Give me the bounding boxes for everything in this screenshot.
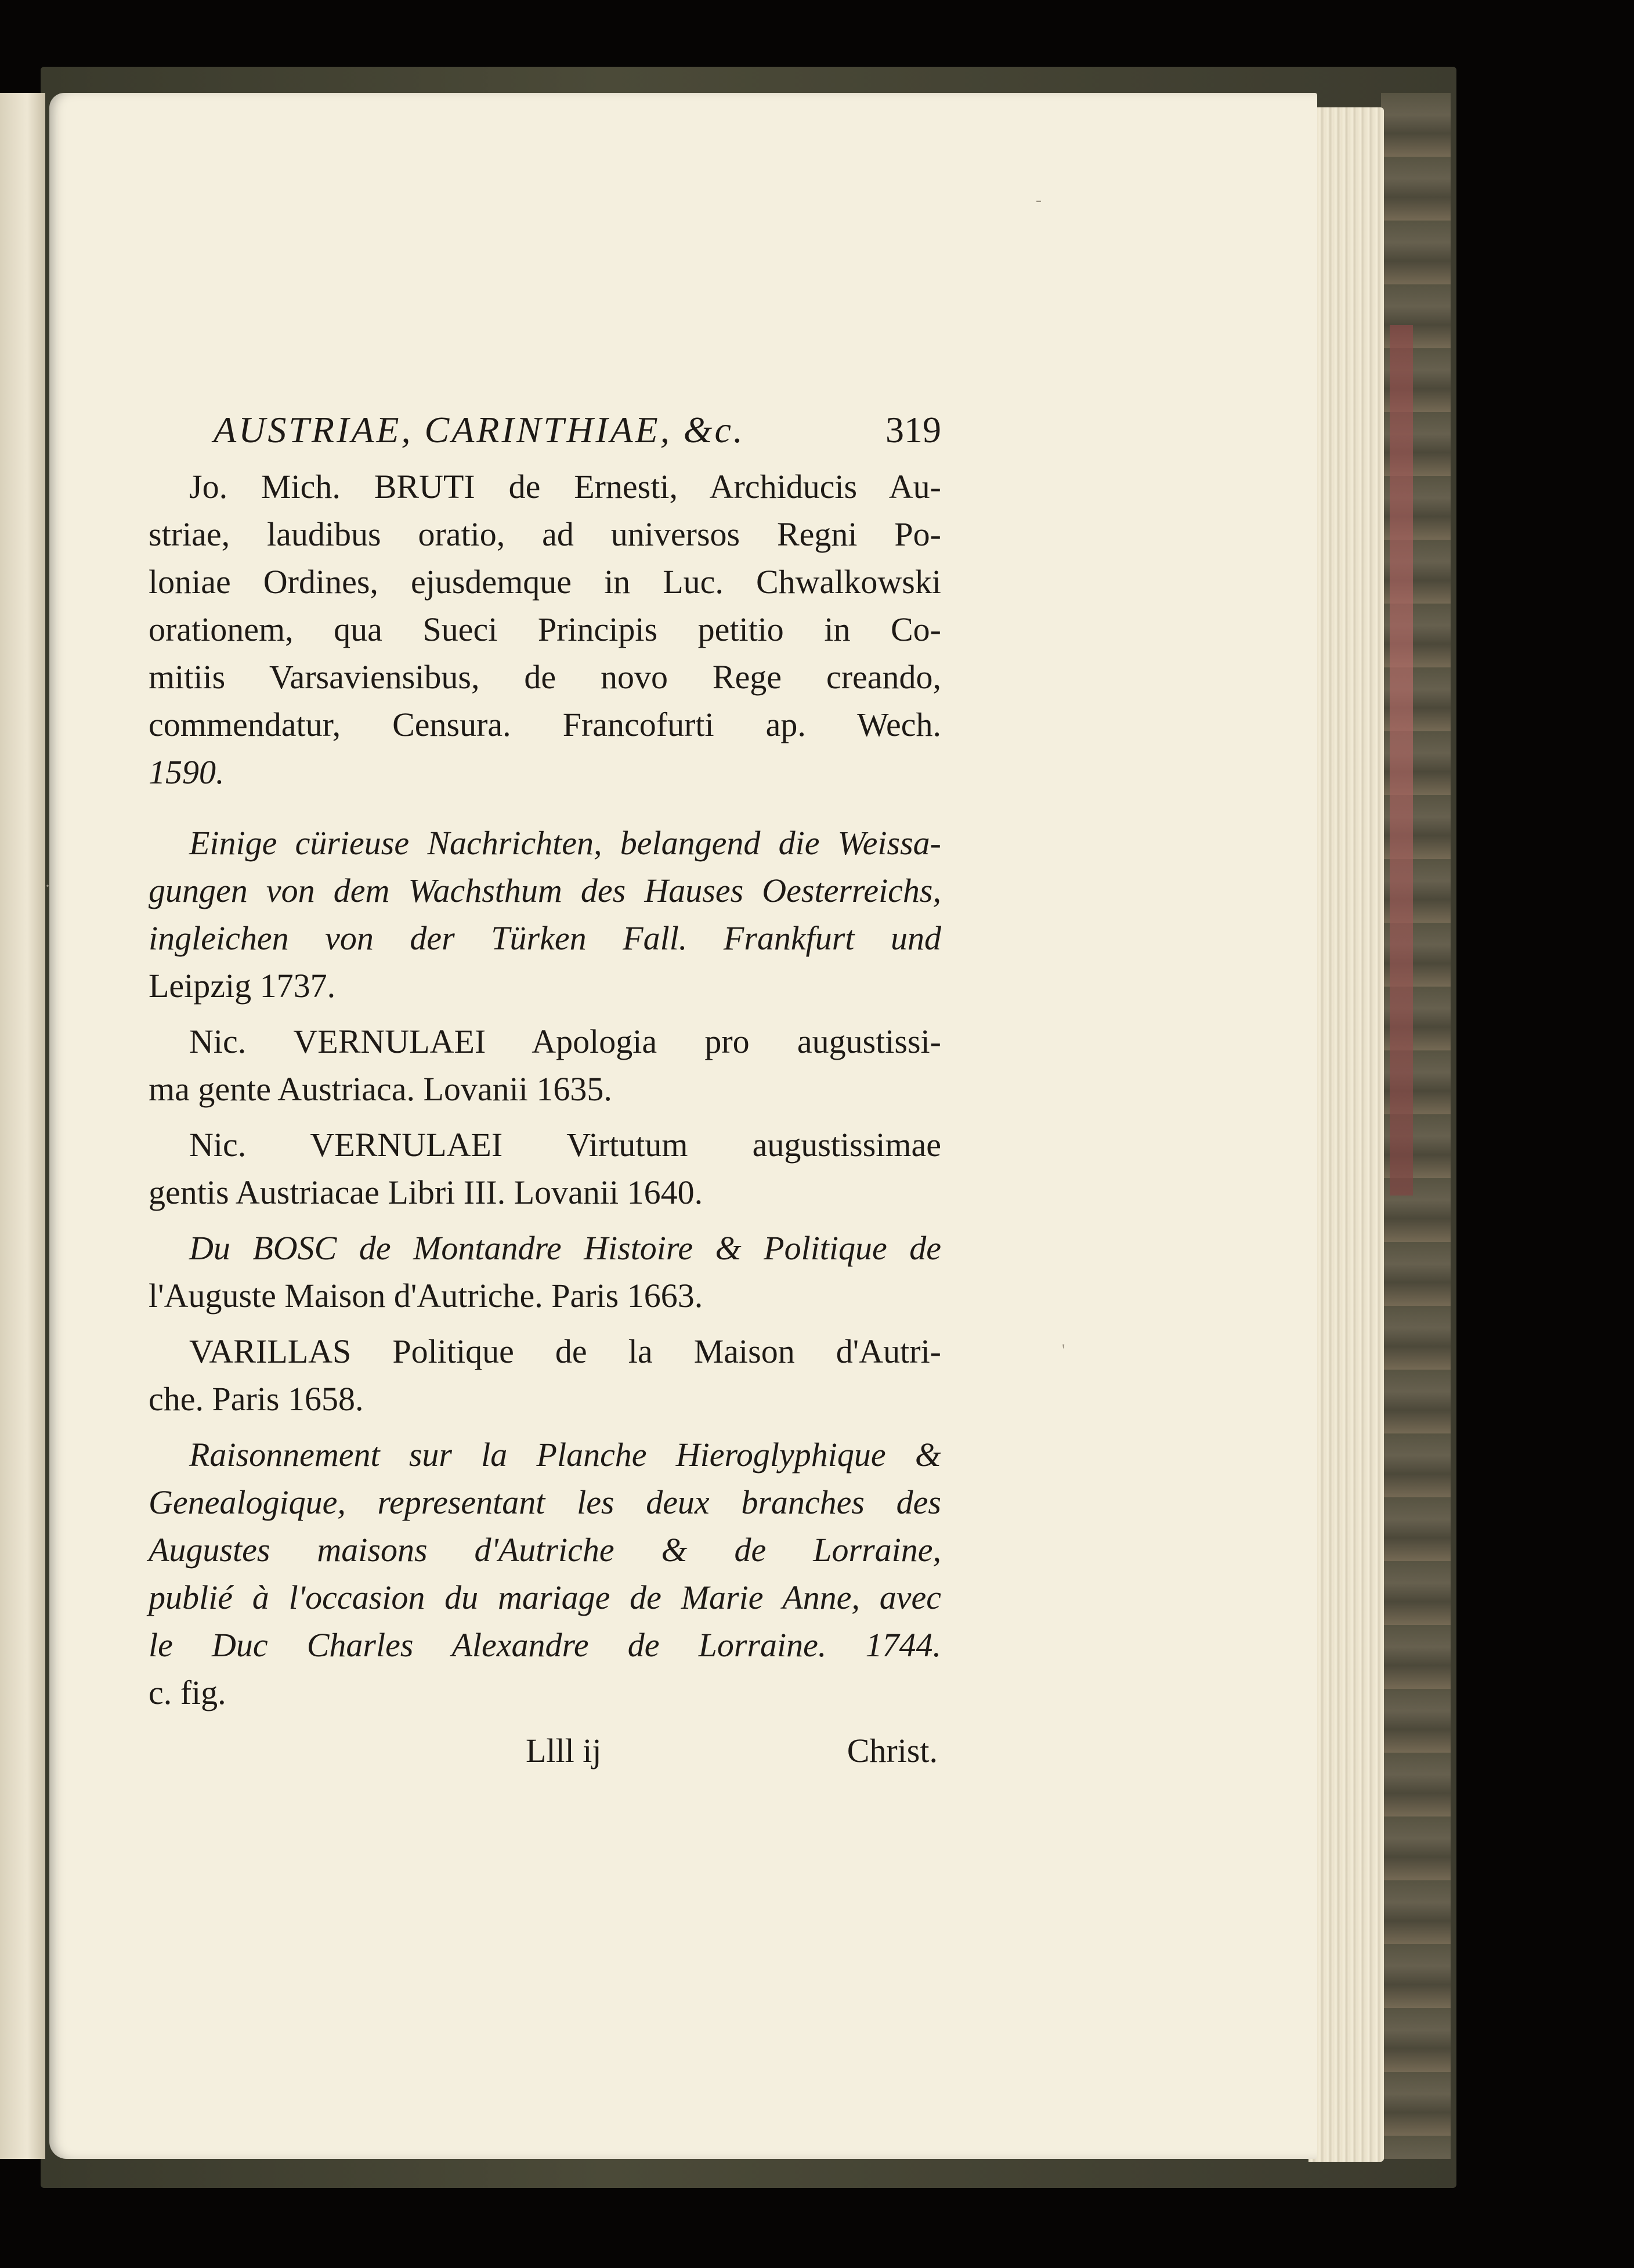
page-speck: ' [1062, 1341, 1065, 1360]
page-speck: · [45, 876, 50, 895]
page-text [149, 406, 941, 1779]
entry-line: Genealogique, representant les deux branches des [149, 1483, 941, 1521]
cover-marbled-edge [1390, 325, 1413, 1196]
entry-line: l'Auguste Maison d'Autriche. Paris 1663. [149, 1277, 703, 1314]
entry-line: Augustes maisons d'Autriche & de Lorraine, [149, 1531, 941, 1569]
entry-line: loniae Ordines, ejusdemque in Luc. Chwalkowski [149, 563, 941, 601]
running-header [149, 406, 941, 458]
entry-line: 1590. [149, 753, 225, 791]
entry-line: Einige cürieuse Nachrichten, belangend die Weissa- [189, 824, 941, 862]
entry-line: striae, laudibus oratio, ad universos Regni Po- [149, 515, 941, 553]
entry-line: che. Paris 1658. [149, 1380, 364, 1418]
catchword: Christ. [847, 1732, 938, 1769]
entry-line: Nic. VERNULAEI Apologia pro augustissi- [189, 1023, 941, 1060]
page-speck: - [1036, 190, 1042, 210]
bibliography-entry [149, 1121, 941, 1216]
entry-line: orationem, qua Sueci Principis petitio in Co- [149, 611, 941, 648]
entry-line: Nic. VERNULAEI Virtutum augustissimae [189, 1126, 941, 1164]
page-edges [1308, 107, 1384, 2162]
entry-line: mitiis Varsaviensibus, de novo Rege creando, [149, 658, 941, 696]
page-number: 319 [885, 409, 941, 450]
entry-line: gentis Austriacae Libri III. Lovanii 1640. [149, 1173, 703, 1211]
entry-line: le Duc Charles Alexandre de Lorraine. 1744. [149, 1626, 941, 1664]
entry-line: publié à l'occasion du mariage de Marie Anne, avec [149, 1579, 941, 1616]
entry-line: ingleichen von der Türken Fall. Frankfurt und [149, 919, 941, 957]
entry-line: Leipzig 1737. [149, 967, 336, 1005]
signature-mark: Llll ij [526, 1732, 602, 1769]
entry-line: commendatur, Censura. Francofurti ap. Wech. [149, 706, 941, 743]
bibliography-entry [149, 1328, 941, 1423]
left-page-edge [0, 93, 45, 2159]
bibliography-entry [149, 819, 941, 1010]
entry-line: Jo. Mich. BRUTI de Ernesti, Archiducis Au- [189, 468, 941, 505]
page-footer [149, 1727, 941, 1779]
entry-line: Raisonnement sur la Planche Hieroglyphique & [189, 1436, 941, 1474]
entry-line: gungen von dem Wachsthum des Hauses Oesterreichs, [149, 872, 941, 909]
entry-line: Du BOSC de Montandre Histoire & Politique de [189, 1229, 941, 1267]
running-title: AUSTRIAE, CARINTHIAE, &c. [214, 409, 745, 450]
entry-line: VARILLAS Politique de la Maison d'Autri- [189, 1332, 941, 1370]
entry-line: ma gente Austriaca. Lovanii 1635. [149, 1070, 612, 1108]
entry-line: c. fig. [149, 1674, 226, 1711]
bibliography-entry [149, 463, 941, 796]
bibliography-entry [149, 1018, 941, 1113]
bibliography-entry [149, 1431, 941, 1717]
bibliography-entry [149, 1225, 941, 1320]
